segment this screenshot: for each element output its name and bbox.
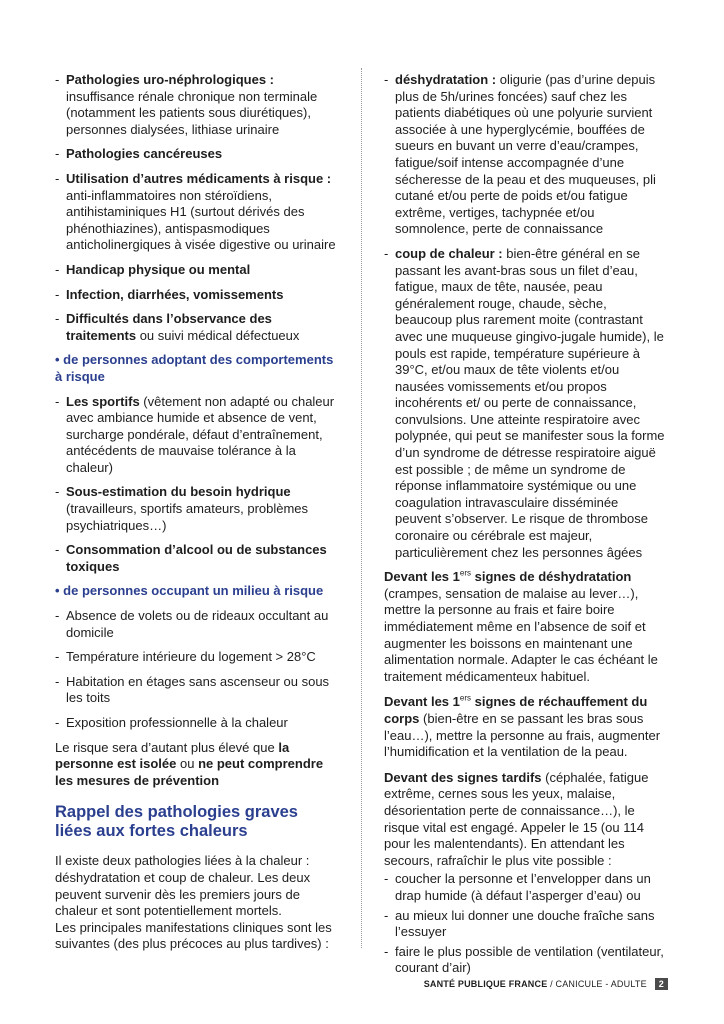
list-item: - Handicap physique ou mental [55, 261, 251, 277]
list-item: - Exposition professionnelle à la chaleur [55, 715, 288, 730]
list-item: - Pathologies cancéreuses [55, 146, 223, 162]
list-item: - Difficultés dans l’observance des traitements ou suivi médical défectueux [55, 311, 300, 343]
left-column [55, 72, 337, 953]
item-bold: Handicap physique ou mental [66, 261, 251, 277]
section-heading: Rappel des pathologies graves liées aux fortes chaleurs [55, 803, 298, 841]
item-bold: Utilisation d’autres médicaments à risque : [66, 170, 332, 186]
item-bold: Consommation d’alcool ou de substances toxiques [66, 542, 327, 574]
para-bold: Devant des signes tardifs [384, 769, 542, 785]
risk-text: ou [176, 756, 199, 772]
item-bold: Sous-estimation du besoin hydrique [66, 484, 291, 500]
item-text: faire le plus possible de ventilation (ventilateur, courant d’air) [395, 943, 664, 976]
list-item: - coup de chaleur : bien-être général en se passant les avant-bras sous un filet d’eau, fatigue, maux de tête, nausée, peau généralement rouge, chaude, sèche, beaucoup plus rarement moite (contrastant avec une muqueuse gingivo-jugale humide), le pouls est rapide, température supérieure à 39°C, et/ou maux de tête violents et/ou nausées vomissements et/ou propos incohérents et/ ou perte de connaissance, convulsions. Une atteinte respiratoire avec polypnée, qui peut se manifester sous la forme d’un syndrome de détresse respiratoire aiguë est possible ; de même un syndrome de réponse inflammatoire systémique ou une coagulation intravasculaire disséminée peuvent s’observer. Le risque de thrombose coronaire ou cérébrale est majeur, particulièrement chez les personnes âgées [384, 245, 665, 560]
list-item: - coucher la personne et l’envelopper dans un drap humide (à défaut l’asperger d’eau) ou [384, 871, 651, 903]
item-text: bien-être général en se passant les avant-bras sous un filet d’eau, fatigue, maux de tête, nausée, peau généralement rouge, chaude, sèche, beaucoup plus rarement moite (contrastant avec une muqueuse gingivo-jugale humide), le pouls est rapide, température supérieure à 39°C, et/ou maux de tête violents et/ou nausées vomissements et/ou propos incohérents et/ ou perte de connaissance, convulsions. Une atteinte respiratoire avec polypnée, qui peut se manifester sous la forme d’un syndrome de détresse respiratoire aiguë est possible ; de même un syndrome de réponse inflammatoire systémique ou une coagulation intravasculaire disséminée peuvent s’observer. Le risque de thrombose coronaire ou cérébrale est majeur, particulièrement chez les personnes âgées [395, 245, 665, 560]
list-item: - Habitation en étages sans ascenseur ou sous les toits [55, 673, 330, 706]
para-bold: Devant les 1 [384, 569, 460, 585]
late-signs-paragraph [384, 770, 666, 870]
item-text: au mieux lui donner une douche fraîche sans l’essuyer [395, 907, 655, 940]
list-item: - Les sportifs (vêtement non adapté ou chaleur avec ambiance humide et absence de vent, surcharge pondérale, défaut d’entraînement, antécédents de mauvaise tolérance à la chaleur) [55, 393, 335, 475]
item-bold: déshydratation : [395, 72, 497, 87]
list-item: - Utilisation d’autres médicaments à risque : anti-inflammatoires non stéroïdiens, antihistaminiques H1 (surtout dérivés des phénothiazines), antispasmodiques anticholinergiques à visée digestive ou urinaire [55, 170, 336, 253]
para-bold: Devant les 1 [384, 694, 460, 710]
list-item: - Consommation d’alcool ou de substances toxiques [55, 542, 327, 574]
para-bold: signes de réchauffement du corps [384, 694, 648, 726]
item-bold: Pathologies uro-néphrologiques : [66, 72, 274, 87]
heating-paragraph [384, 694, 666, 760]
risk-text: Le risque sera d’autant plus élevé que [55, 739, 279, 755]
footer-separator: / [547, 979, 556, 989]
para-text: (bien-être en se passant les bras sous l’eau…), mettre la personne au frais, augmenter l’humidification et la ventilation de la peau. [384, 710, 661, 760]
item-text: Absence de volets ou de rideaux occultant au domicile [66, 608, 329, 640]
item-bold: coup de chaleur : [395, 245, 503, 261]
item-text: Habitation en étages sans ascenseur ou sous les toits [66, 673, 330, 706]
page-number: 2 [655, 978, 668, 990]
page-footer [424, 978, 668, 990]
list-item: - au mieux lui donner une douche fraîche sans l’essuyer [384, 907, 655, 940]
footer-doc: CANICULE - ADULTE [555, 979, 647, 989]
risk-paragraph [55, 740, 337, 790]
intro-paragraph: Les principales manifestations cliniques sont les suivantes (des plus précoces au plus tardives) : [55, 919, 332, 952]
item-bold: Les sportifs [66, 393, 140, 409]
item-text: coucher la personne et l’envelopper dans un drap humide (à défaut l’asperger d’eau) ou [395, 871, 651, 903]
item-bold: Infection, diarrhées, vomissements [66, 286, 284, 302]
list-item: - Température intérieure du logement > 28°C [55, 649, 316, 665]
item-text: ou suivi médical défectueux [136, 327, 300, 343]
item-bold: Difficultés dans l’observance des traitements [66, 311, 272, 343]
right-column [384, 72, 666, 980]
para-text: (crampes, sensation de malaise au lever…), mettre la personne au frais et faire boire immédiatement même en l’absence de soif et augmenter les boissons en maintenant une alimentation normale. Adapter le cas échéant le traitement médicamenteux habituel. [384, 585, 658, 684]
para-text: (céphalée, fatigue extrême, cernes sous les yeux, malaise, désorientation perte de connaissance…), le risque vital est engagé. Appeler le 15 (ou 114 pour les malentendants). En attendant les secours, rafraîchir le plus vite possible : [384, 769, 649, 868]
item-text: (travailleurs, sportifs amateurs, problèmes psychiatriques…) [66, 501, 309, 533]
item-text: Température intérieure du logement > 28°C [66, 649, 316, 665]
subsection-heading: • de personnes adoptant des comportements à risque [55, 352, 334, 384]
list-item: - Pathologies uro-néphrologiques : insuffisance rénale chronique non terminale (notamment les patients sous diurétiques), personnes dialysées, lithiase urinaire [55, 72, 318, 137]
subsection-heading: • de personnes occupant un milieu à risque [55, 583, 324, 599]
footer-org: SANTÉ PUBLIQUE FRANCE [423, 979, 548, 989]
risk-bold: ne peut comprendre les mesures de prévention [55, 756, 324, 788]
item-text: anti-inflammatoires non stéroïdiens, antihistaminiques H1 (surtout dérivés des phénothiazines), antispasmodiques anticholinergiques à visée digestive ou urinaire [66, 187, 336, 253]
dehydration-paragraph [384, 569, 666, 685]
list-item: - Sous-estimation du besoin hydrique (travailleurs, sportifs amateurs, problèmes psychiatriques…) [55, 484, 309, 533]
item-text: Exposition professionnelle à la chaleur [66, 715, 288, 730]
risk-bold: la personne est isolée [55, 739, 290, 772]
para-bold: signes de déshydratation [471, 569, 632, 585]
superscript: ers [459, 568, 471, 578]
column-divider [361, 68, 362, 948]
list-item: - Infection, diarrhées, vomissements [55, 286, 284, 302]
list-item: - Absence de volets ou de rideaux occultant au domicile [55, 608, 329, 640]
superscript: ers [459, 694, 471, 704]
item-bold: Pathologies cancéreuses [66, 146, 223, 162]
list-item: - déshydratation : oligurie (pas d’urine depuis plus de 5h/urines foncées) sauf chez les patients diabétiques où une polyurie survient associée à une hyperglycémie, bouffées de sueurs en buvant un verre d’eau/crampes, fatigue/soif intense accompagnée d’une sécheresse de la peau et des muqueuses, pli cutané et/ou perte de poids et/ou fatigue extrême, vertiges, tachypnée et/ou somnolence, perte de connaissance [384, 72, 656, 237]
item-text: (vêtement non adapté ou chaleur avec ambiance humide et absence de vent, surcharge pondérale, défaut d’entraînement, antécédents de mauvaise tolérance à la chaleur) [66, 393, 335, 475]
list-item: - faire le plus possible de ventilation (ventilateur, courant d’air) [384, 943, 664, 976]
item-text: oligurie (pas d’urine depuis plus de 5h/urines foncées) sauf chez les patients diabétiques où une polyurie survient associée à une hyperglycémie, bouffées de sueurs en buvant un verre d’eau/crampes, fatigue/soif intense accompagnée d’une sécheresse de la peau et des muqueuses, pli cutané et/ou perte de poids et/ou fatigue extrême, vertiges, tachypnée et/ou somnolence, perte de connaissance [395, 72, 656, 237]
item-text: insuffisance rénale chronique non terminale (notamment les patients sous diurétiques), personnes dialysées, lithiase urinaire [66, 88, 318, 137]
intro-paragraph: Il existe deux pathologies liées à la chaleur : déshydratation et coup de chaleur. Les deux peuvent survenir dès les premiers jours de chaleur et sont potentiellement mortels. [55, 853, 311, 919]
